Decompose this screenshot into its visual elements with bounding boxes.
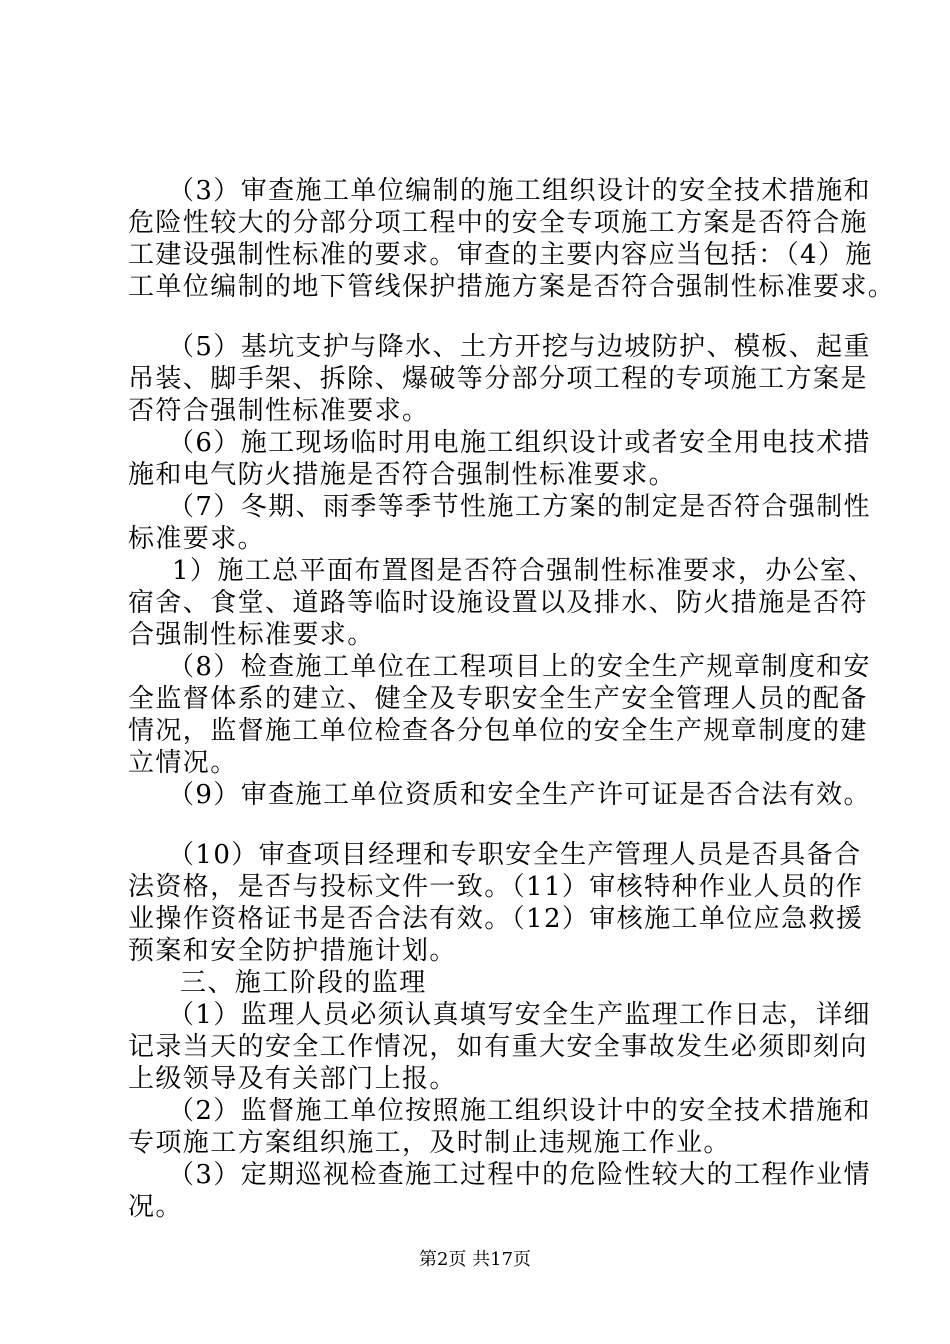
text-line: 全监督体系的建立、健全及专职安全生产安全管理人员的配备 [128, 684, 868, 714]
text-line: 预案和安全防护措施计划。 [128, 936, 457, 966]
text-line: 专项施工方案组织施工，及时制止违规施工作业。 [128, 1128, 731, 1158]
text-line: （2）监督施工单位按照施工组织设计中的安全技术措施和 [168, 1096, 871, 1126]
text-line: （7）冬期、雨季等季节性施工方案的制定是否符合强制性 [168, 492, 871, 522]
text-line: （6）施工现场临时用电施工组织设计或者安全用电技术措 [168, 428, 871, 458]
text-line: 记录当天的安全工作情况，如有重大安全事故发生必须即刻向 [128, 1032, 868, 1062]
text-line: （3）审查施工单位编制的施工组织设计的安全技术措施和 [168, 176, 871, 206]
text-line: （9）审查施工单位资质和安全生产许可证是否合法有效。 [168, 780, 871, 810]
text-line: 合强制性标准要求。 [128, 620, 375, 650]
text-line: 工建设强制性标准的要求。审查的主要内容应当包括：（4）施 [128, 240, 873, 270]
text-line: 施和电气防火措施是否符合强制性标准要求。 [128, 460, 677, 490]
text-line: 业操作资格证书是否合法有效。（12）审核施工单位应急救援 [128, 904, 864, 934]
text-line: 情况，监督施工单位检查各分包单位的安全生产规章制度的建 [128, 716, 868, 746]
text-line: 标准要求。 [128, 524, 266, 554]
text-line: （5）基坑支护与降水、土方开挖与边坡防护、模板、起重 [168, 332, 871, 362]
text-line: （1）监理人员必须认真填写安全生产监理工作日志，详细 [168, 1000, 871, 1030]
text-line: 吊装、脚手架、拆除、爆破等分部分项工程的专项施工方案是 [128, 364, 868, 394]
text-line: 立情况。 [128, 748, 238, 778]
text-line: 况。 [128, 1192, 183, 1222]
text-line: 上级领导及有关部门上报。 [128, 1064, 457, 1094]
text-line: 工单位编制的地下管线保护措施方案是否符合强制性标准要求。 [128, 272, 896, 302]
section-heading: 三、施工阶段的监理 [180, 968, 427, 998]
text-line: 危险性较大的分部分项工程中的安全专项施工方案是否符合施 [128, 208, 868, 238]
text-line: （10）审查项目经理和专职安全生产管理人员是否具备合 [168, 840, 862, 870]
text-line: （3）定期巡视检查施工过程中的危险性较大的工程作业情 [168, 1160, 871, 1190]
text-line: 1）施工总平面布置图是否符合强制性标准要求，办公室、 [172, 556, 875, 586]
text-line: （8）检查施工单位在工程项目上的安全生产规章制度和安 [168, 652, 871, 682]
page-number-footer: 第2页 共17页 [418, 1249, 532, 1270]
text-line: 否符合强制性标准要求。 [128, 396, 430, 426]
text-line: 法资格，是否与投标文件一致。（11）审核特种作业人员的作 [128, 872, 864, 902]
text-line: 宿舍、食堂、道路等临时设施设置以及排水、防火措施是否符 [128, 588, 868, 618]
